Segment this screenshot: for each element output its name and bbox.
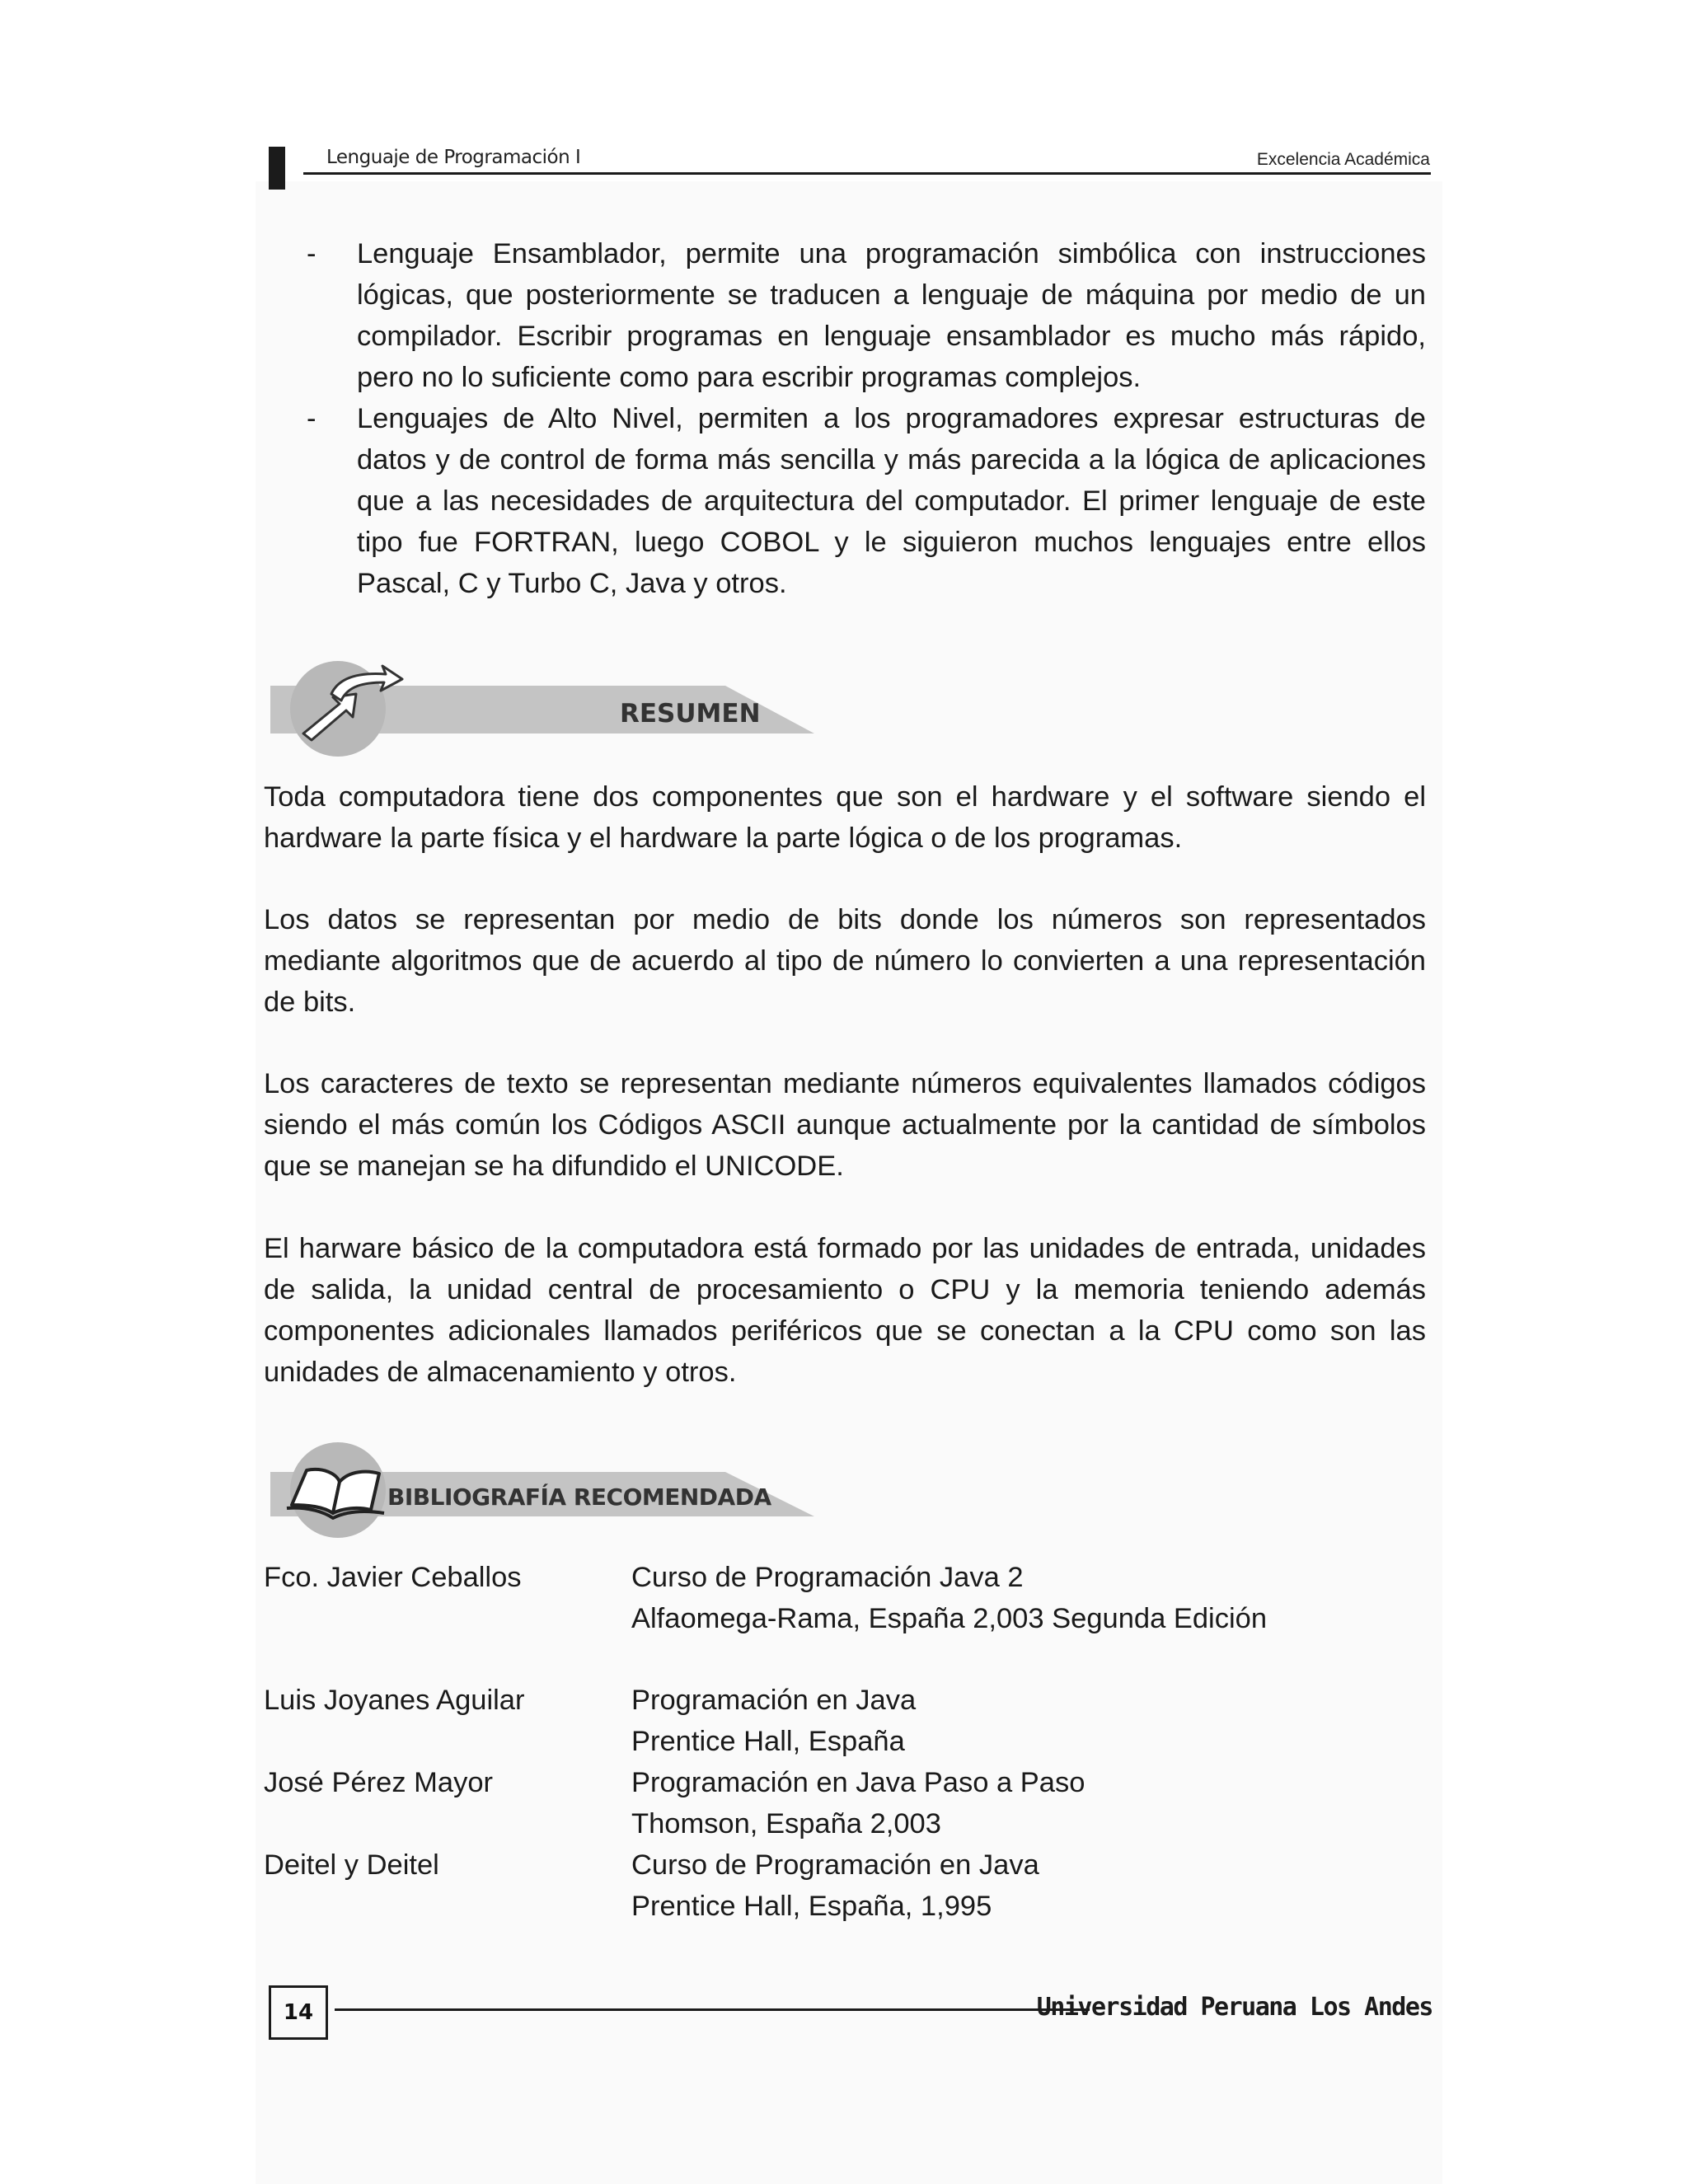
header-marker [269, 147, 285, 190]
resumen-heading: RESUMEN [620, 699, 761, 729]
bib-title: Curso de Programación en Java [631, 1849, 1039, 1881]
text-line: siendo el más común los Códigos ASCII aunque actualmente por la cantidad de símbolos [264, 1109, 1426, 1141]
bib-author: Deitel y Deitel [264, 1849, 439, 1881]
bib-publisher: Alfaomega-Rama, España 2,003 Segunda Edición [631, 1603, 1268, 1634]
resumen-banner [264, 658, 824, 758]
text-line: Lenguajes de Alto Nivel, permiten a los programadores expresar estructuras de [357, 403, 1426, 434]
bib-publisher: Prentice Hall, España [631, 1726, 905, 1757]
bib-author: Luis Joyanes Aguilar [264, 1685, 525, 1716]
bib-title: Programación en Java Paso a Paso [631, 1767, 1085, 1798]
text-line: tipo fue FORTRAN, luego COBOL y le siguieron muchos lenguajes entre ellos [357, 527, 1426, 558]
text-line: Toda computadora tiene dos componentes que son el hardware y el software siendo el [264, 781, 1426, 813]
text-line: que se manejan se ha difundido el UNICODE. [264, 1151, 844, 1182]
text-line: hardware la parte física y el hardware la parte lógica o de los programas. [264, 823, 1183, 854]
text-line: lógicas, que posteriormente se traducen a lenguaje de máquina por medio de un [357, 279, 1426, 311]
bib-author: José Pérez Mayor [264, 1767, 494, 1798]
bibliografia-banner [264, 1441, 824, 1541]
text-line: El harware básico de la computadora está formado por las unidades de entrada, unidades [264, 1233, 1426, 1264]
header-right-text: Excelencia Académica [1256, 150, 1430, 169]
bullet-marker: - [307, 238, 316, 269]
bib-title: Curso de Programación Java 2 [631, 1562, 1024, 1593]
text-line: pero no lo suficiente como para escribir programas complejos. [357, 362, 1142, 393]
text-line: Los caracteres de texto se representan mediante números equivalentes llamados códigos [264, 1068, 1426, 1099]
text-line: Lenguaje Ensamblador, permite una programación simbólica con instrucciones [357, 238, 1426, 269]
footer-institution: Universidad Peruana Los Andes [1036, 1993, 1432, 2022]
text-line: de salida, la unidad central de procesamiento o CPU y la memoria teniendo además [264, 1274, 1426, 1305]
footer-rule [335, 2008, 1090, 2011]
text-line: mediante algoritmos que de acuerdo al tipo de número lo convierten a una representación [264, 945, 1426, 977]
bullet-item-ensamblador [357, 233, 1426, 398]
header-rule [303, 172, 1431, 175]
bib-title: Programación en Java [631, 1685, 917, 1716]
bullet-item-alto-nivel [357, 398, 1426, 604]
bullet-marker: - [307, 403, 316, 434]
resumen-paragraph [264, 1063, 1426, 1187]
page-number: 14 [269, 1985, 328, 2040]
text-line: compilador. Escribir programas en lenguaje ensamblador es mucho más rápido, [357, 321, 1426, 352]
bib-publisher: Prentice Hall, España, 1,995 [631, 1891, 992, 1922]
bib-publisher: Thomson, España 2,003 [631, 1808, 941, 1840]
resumen-paragraph [264, 776, 1426, 859]
bibliografia-heading: BIBLIOGRAFÍA RECOMENDADA [387, 1483, 771, 1511]
resumen-paragraph [264, 899, 1426, 1023]
text-line: Pascal, C y Turbo C, Java y otros. [357, 568, 787, 599]
text-line: Los datos se representan por medio de bits donde los números son representados [264, 904, 1426, 935]
bib-author: Fco. Javier Ceballos [264, 1562, 522, 1593]
header-title: Lenguaje de Programación I [326, 147, 581, 168]
text-line: datos y de control de forma más sencilla y más parecida a la lógica de aplicaciones [357, 444, 1426, 476]
text-line: de bits. [264, 987, 356, 1018]
resumen-paragraph [264, 1228, 1426, 1393]
text-line: que a las necesidades de arquitectura del computador. El primer lenguaje de este [357, 485, 1426, 517]
text-line: unidades de almacenamiento y otros. [264, 1357, 737, 1388]
text-line: componentes adicionales llamados periféricos que se conectan a la CPU como son las [264, 1315, 1426, 1347]
